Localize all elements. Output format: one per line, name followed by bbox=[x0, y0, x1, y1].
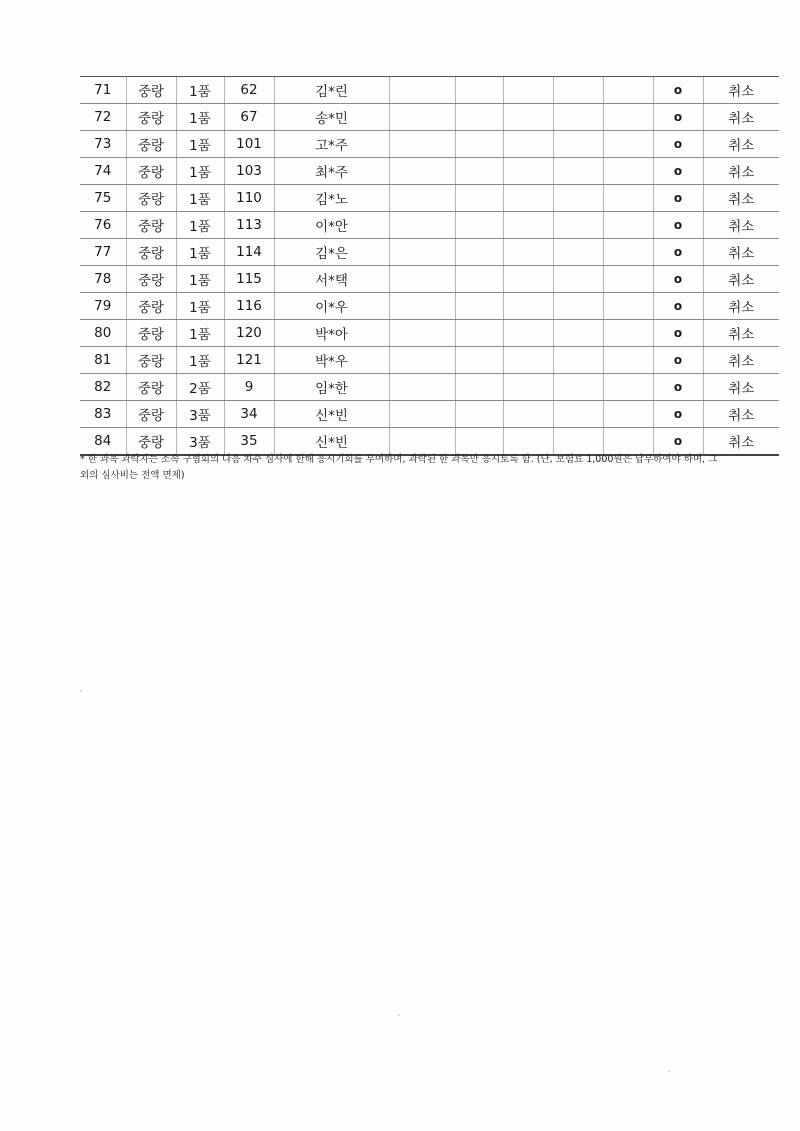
table-row bbox=[80, 158, 779, 185]
cell-empty bbox=[503, 212, 553, 239]
cell-empty bbox=[455, 185, 503, 212]
cell-empty bbox=[455, 77, 503, 104]
cell-name: 박*아 bbox=[274, 320, 389, 347]
cell-empty bbox=[603, 428, 653, 456]
cell-exam-number: 115 bbox=[224, 266, 274, 293]
cell-grade: 3품 bbox=[176, 401, 224, 428]
cell-exam-number: 101 bbox=[224, 131, 274, 158]
cell-empty bbox=[503, 320, 553, 347]
cell-exam-number: 67 bbox=[224, 104, 274, 131]
cell-number: 73 bbox=[80, 131, 126, 158]
cell-district: 중랑 bbox=[126, 266, 176, 293]
cell-empty bbox=[503, 428, 553, 456]
cell-empty bbox=[389, 347, 455, 374]
table-row bbox=[80, 293, 779, 320]
cell-status: 취소 bbox=[703, 131, 779, 158]
cell-district: 중랑 bbox=[126, 293, 176, 320]
cell-empty bbox=[389, 239, 455, 266]
table-row bbox=[80, 320, 779, 347]
cell-empty bbox=[455, 293, 503, 320]
table-row bbox=[80, 104, 779, 131]
cell-number: 71 bbox=[80, 77, 126, 104]
cell-district: 중랑 bbox=[126, 185, 176, 212]
cell-empty bbox=[455, 374, 503, 401]
cell-district: 중랑 bbox=[126, 347, 176, 374]
cell-grade: 1품 bbox=[176, 212, 224, 239]
cell-mark: o bbox=[653, 185, 703, 212]
cell-empty bbox=[503, 401, 553, 428]
cell-empty bbox=[603, 374, 653, 401]
cell-empty bbox=[455, 401, 503, 428]
cell-number: 77 bbox=[80, 239, 126, 266]
cell-name: 신*빈 bbox=[274, 428, 389, 456]
cell-number: 82 bbox=[80, 374, 126, 401]
cell-exam-number: 114 bbox=[224, 239, 274, 266]
scan-speck bbox=[398, 1014, 400, 1016]
table-row bbox=[80, 131, 779, 158]
cell-name: 고*주 bbox=[274, 131, 389, 158]
cell-name: 임*한 bbox=[274, 374, 389, 401]
results-table bbox=[80, 76, 779, 456]
cell-district: 중랑 bbox=[126, 239, 176, 266]
cell-grade: 1품 bbox=[176, 158, 224, 185]
cell-exam-number: 34 bbox=[224, 401, 274, 428]
table-row bbox=[80, 347, 779, 374]
cell-exam-number: 121 bbox=[224, 347, 274, 374]
cell-number: 78 bbox=[80, 266, 126, 293]
cell-empty bbox=[503, 293, 553, 320]
cell-name: 신*빈 bbox=[274, 401, 389, 428]
cell-status: 취소 bbox=[703, 374, 779, 401]
scan-speck bbox=[80, 690, 82, 692]
cell-district: 중랑 bbox=[126, 77, 176, 104]
cell-name: 최*주 bbox=[274, 158, 389, 185]
cell-exam-number: 113 bbox=[224, 212, 274, 239]
cell-empty bbox=[389, 266, 455, 293]
table-row bbox=[80, 428, 779, 456]
cell-empty bbox=[603, 239, 653, 266]
cell-empty bbox=[455, 239, 503, 266]
cell-empty bbox=[553, 347, 603, 374]
cell-empty bbox=[603, 347, 653, 374]
cell-grade: 1품 bbox=[176, 266, 224, 293]
cell-district: 중랑 bbox=[126, 320, 176, 347]
cell-grade: 1품 bbox=[176, 77, 224, 104]
cell-grade: 1품 bbox=[176, 239, 224, 266]
cell-number: 84 bbox=[80, 428, 126, 456]
cell-empty bbox=[553, 293, 603, 320]
cell-empty bbox=[389, 131, 455, 158]
cell-mark: o bbox=[653, 401, 703, 428]
cell-empty bbox=[503, 77, 553, 104]
cell-empty bbox=[503, 374, 553, 401]
cell-empty bbox=[553, 428, 603, 456]
cell-name: 김*린 bbox=[274, 77, 389, 104]
cell-exam-number: 35 bbox=[224, 428, 274, 456]
cell-empty bbox=[553, 401, 603, 428]
footnote: * 한 과목 과락자는 소속 구협회의 다음 차수 심사에 한해 응시기회를 부여하며, 과락된 한 과목만 응시토록 함. (단, 보험료 1,000원은 납부하여야 하며, 그 외의 심사비는 전액 면제) bbox=[80, 454, 718, 481]
cell-district: 중랑 bbox=[126, 428, 176, 456]
cell-mark: o bbox=[653, 212, 703, 239]
cell-grade: 1품 bbox=[176, 347, 224, 374]
cell-mark: o bbox=[653, 104, 703, 131]
cell-mark: o bbox=[653, 266, 703, 293]
cell-empty bbox=[603, 320, 653, 347]
cell-empty bbox=[389, 185, 455, 212]
cell-grade: 1품 bbox=[176, 185, 224, 212]
cell-empty bbox=[603, 77, 653, 104]
table-row bbox=[80, 239, 779, 266]
cell-exam-number: 110 bbox=[224, 185, 274, 212]
cell-empty bbox=[455, 131, 503, 158]
cell-mark: o bbox=[653, 428, 703, 456]
cell-mark: o bbox=[653, 131, 703, 158]
cell-status: 취소 bbox=[703, 266, 779, 293]
cell-grade: 3품 bbox=[176, 428, 224, 456]
cell-district: 중랑 bbox=[126, 374, 176, 401]
cell-empty bbox=[603, 401, 653, 428]
cell-status: 취소 bbox=[703, 212, 779, 239]
cell-empty bbox=[503, 104, 553, 131]
table-body bbox=[80, 77, 779, 456]
cell-exam-number: 62 bbox=[224, 77, 274, 104]
cell-mark: o bbox=[653, 293, 703, 320]
cell-empty bbox=[389, 212, 455, 239]
cell-empty bbox=[553, 374, 603, 401]
cell-district: 중랑 bbox=[126, 104, 176, 131]
cell-empty bbox=[455, 158, 503, 185]
cell-empty bbox=[503, 158, 553, 185]
cell-number: 80 bbox=[80, 320, 126, 347]
cell-number: 75 bbox=[80, 185, 126, 212]
cell-status: 취소 bbox=[703, 347, 779, 374]
cell-empty bbox=[503, 266, 553, 293]
cell-empty bbox=[455, 320, 503, 347]
cell-exam-number: 103 bbox=[224, 158, 274, 185]
cell-empty bbox=[553, 185, 603, 212]
cell-status: 취소 bbox=[703, 239, 779, 266]
cell-grade: 1품 bbox=[176, 293, 224, 320]
cell-empty bbox=[455, 347, 503, 374]
cell-name: 박*우 bbox=[274, 347, 389, 374]
cell-exam-number: 116 bbox=[224, 293, 274, 320]
table-row bbox=[80, 185, 779, 212]
cell-grade: 1품 bbox=[176, 104, 224, 131]
cell-status: 취소 bbox=[703, 104, 779, 131]
cell-status: 취소 bbox=[703, 77, 779, 104]
cell-empty bbox=[389, 374, 455, 401]
cell-empty bbox=[553, 104, 603, 131]
cell-grade: 2품 bbox=[176, 374, 224, 401]
cell-district: 중랑 bbox=[126, 131, 176, 158]
cell-district: 중랑 bbox=[126, 212, 176, 239]
cell-number: 72 bbox=[80, 104, 126, 131]
cell-empty bbox=[553, 320, 603, 347]
table-row bbox=[80, 266, 779, 293]
cell-district: 중랑 bbox=[126, 401, 176, 428]
cell-grade: 1품 bbox=[176, 320, 224, 347]
cell-empty bbox=[389, 104, 455, 131]
cell-status: 취소 bbox=[703, 158, 779, 185]
cell-status: 취소 bbox=[703, 320, 779, 347]
cell-name: 김*노 bbox=[274, 185, 389, 212]
cell-mark: o bbox=[653, 320, 703, 347]
cell-empty bbox=[455, 428, 503, 456]
cell-empty bbox=[603, 266, 653, 293]
cell-status: 취소 bbox=[703, 293, 779, 320]
cell-empty bbox=[389, 77, 455, 104]
cell-empty bbox=[553, 131, 603, 158]
cell-number: 74 bbox=[80, 158, 126, 185]
cell-empty bbox=[503, 185, 553, 212]
cell-status: 취소 bbox=[703, 428, 779, 456]
table-row bbox=[80, 401, 779, 428]
cell-empty bbox=[503, 347, 553, 374]
cell-number: 79 bbox=[80, 293, 126, 320]
cell-empty bbox=[553, 212, 603, 239]
cell-empty bbox=[455, 104, 503, 131]
cell-name: 이*안 bbox=[274, 212, 389, 239]
table-row bbox=[80, 374, 779, 401]
cell-number: 76 bbox=[80, 212, 126, 239]
cell-exam-number: 120 bbox=[224, 320, 274, 347]
cell-empty bbox=[553, 239, 603, 266]
cell-exam-number: 9 bbox=[224, 374, 274, 401]
cell-name: 송*민 bbox=[274, 104, 389, 131]
cell-mark: o bbox=[653, 239, 703, 266]
cell-empty bbox=[389, 320, 455, 347]
table-row bbox=[80, 77, 779, 104]
cell-name: 서*택 bbox=[274, 266, 389, 293]
cell-empty bbox=[389, 293, 455, 320]
cell-empty bbox=[603, 185, 653, 212]
cell-grade: 1품 bbox=[176, 131, 224, 158]
cell-name: 김*은 bbox=[274, 239, 389, 266]
cell-empty bbox=[603, 104, 653, 131]
cell-number: 83 bbox=[80, 401, 126, 428]
cell-empty bbox=[503, 131, 553, 158]
cell-district: 중랑 bbox=[126, 158, 176, 185]
cell-name: 이*우 bbox=[274, 293, 389, 320]
cell-status: 취소 bbox=[703, 185, 779, 212]
cell-empty bbox=[603, 131, 653, 158]
table-row bbox=[80, 212, 779, 239]
cell-status: 취소 bbox=[703, 401, 779, 428]
cell-empty bbox=[503, 239, 553, 266]
cell-mark: o bbox=[653, 77, 703, 104]
cell-empty bbox=[455, 212, 503, 239]
cell-empty bbox=[603, 158, 653, 185]
cell-empty bbox=[389, 158, 455, 185]
cell-empty bbox=[603, 212, 653, 239]
cell-number: 81 bbox=[80, 347, 126, 374]
cell-empty bbox=[389, 428, 455, 456]
scan-speck bbox=[668, 1070, 670, 1072]
cell-mark: o bbox=[653, 374, 703, 401]
cell-empty bbox=[455, 266, 503, 293]
cell-empty bbox=[553, 158, 603, 185]
cell-empty bbox=[553, 77, 603, 104]
cell-empty bbox=[553, 266, 603, 293]
cell-empty bbox=[603, 293, 653, 320]
cell-empty bbox=[389, 401, 455, 428]
cell-mark: o bbox=[653, 347, 703, 374]
cell-mark: o bbox=[653, 158, 703, 185]
